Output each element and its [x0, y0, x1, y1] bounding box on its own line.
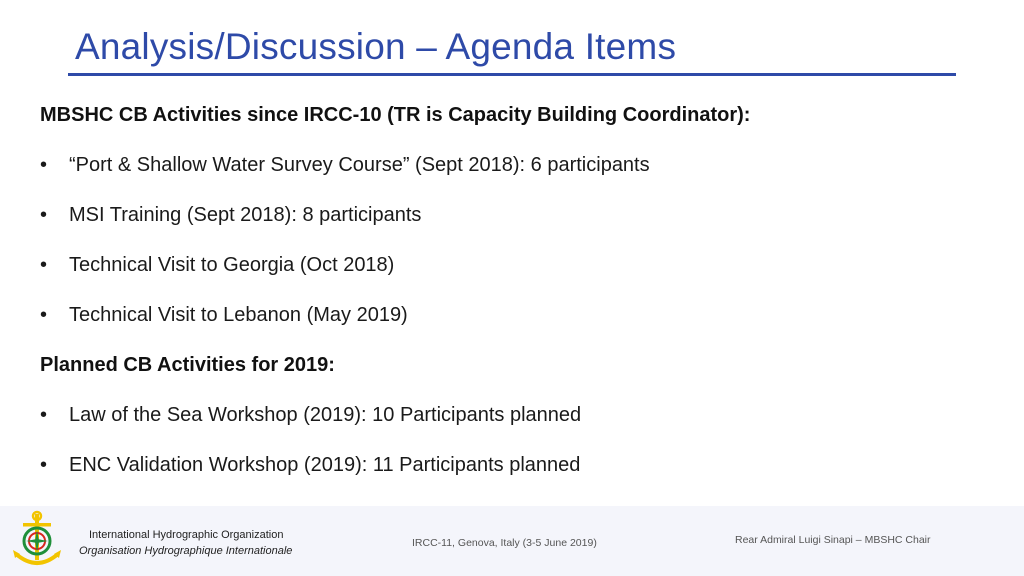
list-item-text: ENC Validation Workshop (2019): 11 Participants planned	[69, 454, 581, 476]
bullet-icon: •	[40, 254, 48, 276]
bullet-icon: •	[40, 204, 48, 226]
list-item	[40, 254, 394, 277]
org-name-french: Organisation Hydrographique Internationale	[79, 545, 293, 557]
iho-emblem-icon	[10, 510, 64, 572]
org-name-english: International Hydrographic Organization	[89, 529, 284, 541]
list-item-text: Technical Visit to Georgia (Oct 2018)	[69, 254, 395, 276]
title-divider	[68, 73, 956, 76]
list-item-text: “Port & Shallow Water Survey Course” (Sept 2018): 6 participants	[69, 154, 650, 176]
list-item	[40, 404, 581, 427]
conference-label: IRCC-11, Genova, Italy (3-5 June 2019)	[412, 537, 597, 549]
list-item	[40, 154, 650, 177]
bullet-icon: •	[40, 404, 48, 426]
list-item-text: Law of the Sea Workshop (2019): 10 Participants planned	[69, 404, 582, 426]
list-item-text: Technical Visit to Lebanon (May 2019)	[69, 304, 408, 326]
section-heading-planned: Planned CB Activities for 2019:	[40, 354, 335, 376]
presenter-label: Rear Admiral Luigi Sinapi – MBSHC Chair	[735, 534, 931, 546]
bullet-icon: •	[40, 154, 48, 176]
bullet-icon: •	[40, 304, 48, 326]
list-item-text: MSI Training (Sept 2018): 8 participants	[69, 204, 422, 226]
list-item	[40, 304, 408, 327]
section-heading-cb-activities: MBSHC CB Activities since IRCC-10 (TR is Capacity Building Coordinator):	[40, 104, 751, 126]
list-item	[40, 454, 580, 477]
bullet-icon: •	[40, 454, 48, 476]
slide-title: Analysis/Discussion – Agenda Items	[75, 26, 677, 67]
list-item	[40, 204, 421, 227]
